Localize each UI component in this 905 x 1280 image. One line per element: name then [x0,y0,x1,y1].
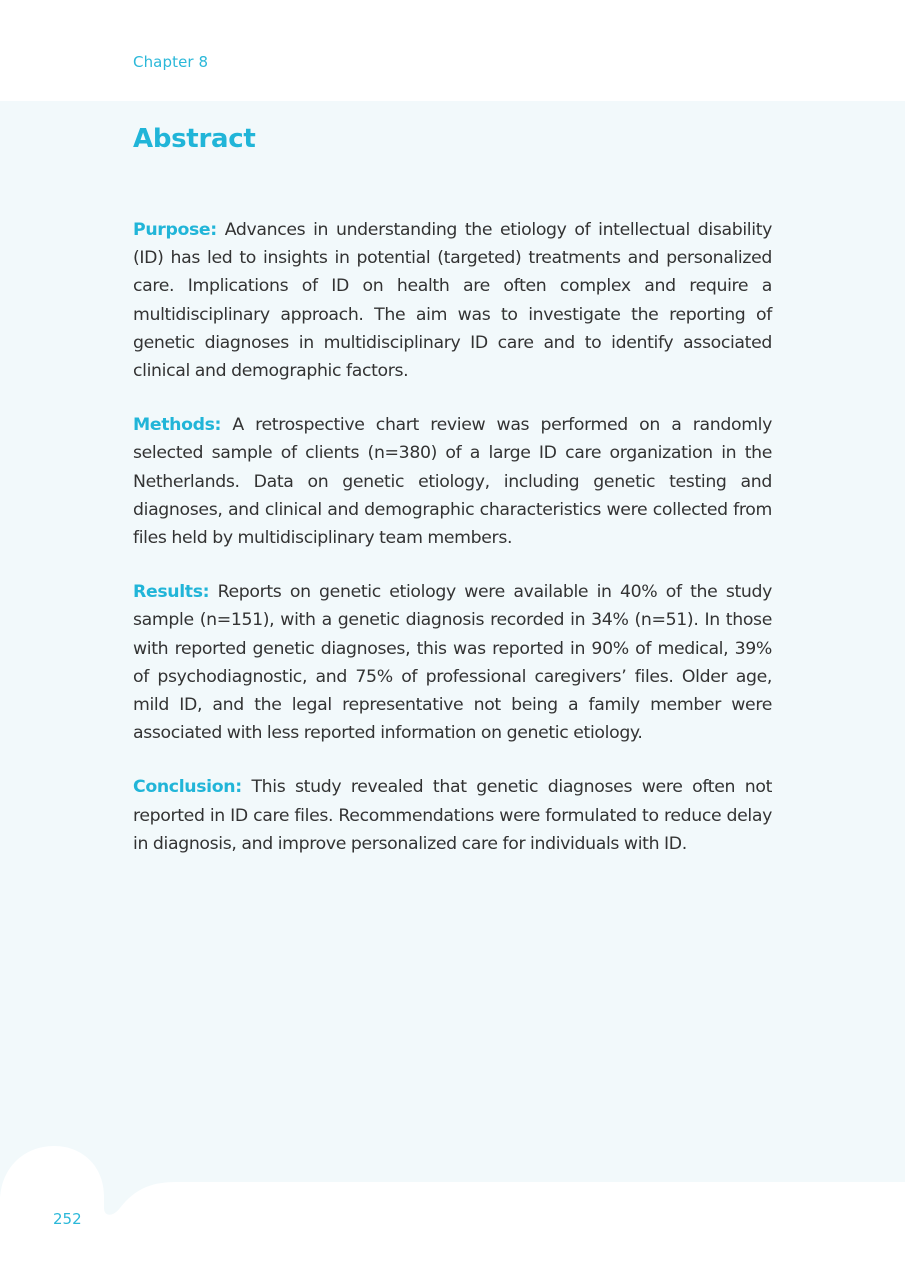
purpose-text: Advances in understanding the etiology of intellectual disability (ID) has led to insights in potential (targeted) treatments and personalized care. Implications of ID on health are often complex and require a multidisciplinary approach. The aim was to investigate the reporting of genetic diagnoses in multidisciplinary ID care and to identify associated clinical and demographic factors. [133,220,773,382]
conclusion-label: Conclusion: [133,777,242,798]
bottom-wave-decoration [0,1140,905,1280]
abstract-title: Abstract [133,124,256,154]
conclusion-paragraph [133,773,772,858]
conclusion-text: This study revealed that genetic diagnoses were often not reported in ID care files. Recommendations were formulated to reduce delay in diagnosis, and improve personalized care for individuals with ID. [133,777,773,854]
results-text: Reports on genetic etiology were available in 40% of the study sample (n=151), with a genetic diagnosis recorded in 34% (n=51). In those with reported genetic diagnoses, this was reported in 90% of medical, 39% of psychodiagnostic, and 75% of professional caregivers’ files. Older age, mild ID, and the legal representative not being a family member were associated with less reported information on genetic etiology. [133,582,773,744]
abstract-body [133,216,772,884]
methods-label: Methods: [133,415,222,436]
chapter-label: Chapter 8 [133,53,209,71]
purpose-label: Purpose: [133,220,217,240]
methods-paragraph [133,411,772,552]
results-paragraph [133,578,772,747]
page-number: 252 [53,1210,82,1228]
purpose-paragraph [133,216,772,385]
results-label: Results: [133,582,210,603]
methods-text: A retrospective chart review was performed on a randomly selected sample of clients (n=380) of a large ID care organization in the Netherlands. Data on genetic etiology, including genetic testing and diagnoses, and clinical and demographic characteristics were collected from files held by multidisciplinary team members. [133,415,773,549]
